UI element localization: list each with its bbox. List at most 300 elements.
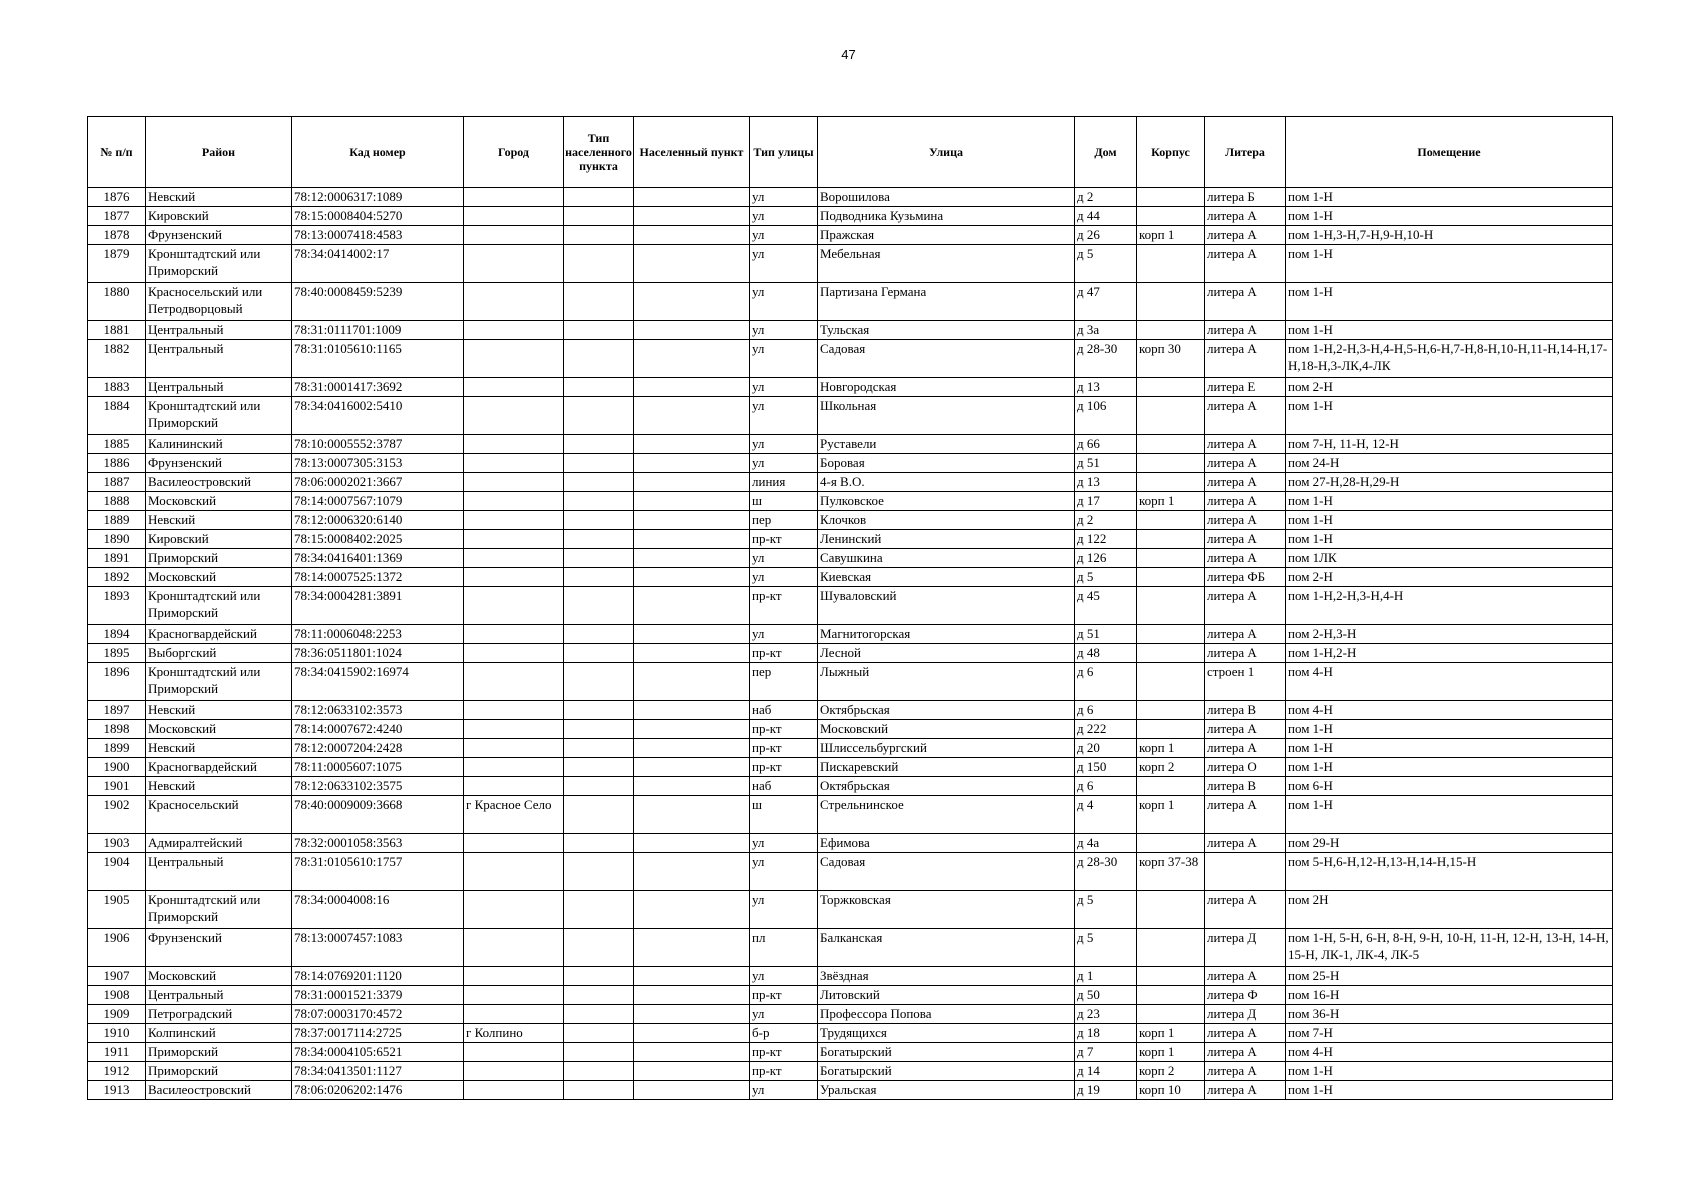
- table-cell: ул: [750, 283, 818, 321]
- table-cell: литера А: [1205, 226, 1286, 245]
- table-cell: [564, 188, 634, 207]
- table-cell: [634, 1081, 750, 1100]
- table-cell: пом 2-Н,3-Н: [1286, 625, 1613, 644]
- header-cell: Тип населенного пункта: [564, 117, 634, 188]
- table-cell: 1890: [88, 530, 146, 549]
- table-cell: пом 2-Н: [1286, 378, 1613, 397]
- table-cell: 1889: [88, 511, 146, 530]
- table-cell: д 26: [1075, 226, 1137, 245]
- table-cell: [634, 644, 750, 663]
- table-cell: [634, 549, 750, 568]
- table-cell: [634, 530, 750, 549]
- table-cell: 1888: [88, 492, 146, 511]
- table-cell: [564, 929, 634, 967]
- table-cell: 78:11:0006048:2253: [292, 625, 464, 644]
- table-cell: 78:12:0006320:6140: [292, 511, 464, 530]
- page-number: 47: [841, 47, 856, 62]
- table-cell: пом 1-Н,2-Н,3-Н,4-Н,5-Н,6-Н,7-Н,8-Н,10-Н,11-Н,14-Н,17-Н,18-Н,3-ЛК,4-ЛК: [1286, 340, 1613, 378]
- table-cell: [464, 663, 564, 701]
- table-cell: 1898: [88, 720, 146, 739]
- table-cell: 1908: [88, 986, 146, 1005]
- table-cell: Боровая: [818, 454, 1075, 473]
- table-cell: литера А: [1205, 454, 1286, 473]
- table-cell: пом 1-Н: [1286, 188, 1613, 207]
- table-cell: Лыжный: [818, 663, 1075, 701]
- table-cell: пом 1-Н: [1286, 1062, 1613, 1081]
- table-cell: ш: [750, 796, 818, 834]
- table-cell: 78:34:0004281:3891: [292, 587, 464, 625]
- table-cell: корп 1: [1137, 492, 1205, 511]
- table-cell: Василеостровский: [146, 473, 292, 492]
- table-cell: пом 1-Н,2-Н,3-Н,4-Н: [1286, 587, 1613, 625]
- table-cell: д 19: [1075, 1081, 1137, 1100]
- table-row: [88, 549, 1613, 568]
- table-cell: Пражская: [818, 226, 1075, 245]
- table-cell: [464, 473, 564, 492]
- table-row: [88, 796, 1613, 834]
- table-cell: [464, 283, 564, 321]
- table-cell: пр-кт: [750, 739, 818, 758]
- table-cell: 78:13:0007457:1083: [292, 929, 464, 967]
- table-cell: 1899: [88, 739, 146, 758]
- table-cell: 78:36:0511801:1024: [292, 644, 464, 663]
- table-cell: [564, 625, 634, 644]
- table-cell: пер: [750, 663, 818, 701]
- table-row: [88, 644, 1613, 663]
- table-cell: литера В: [1205, 701, 1286, 720]
- table-cell: пом 24-Н: [1286, 454, 1613, 473]
- table-cell: 1878: [88, 226, 146, 245]
- table-cell: [464, 777, 564, 796]
- table-cell: Садовая: [818, 853, 1075, 891]
- table-cell: д 2: [1075, 188, 1137, 207]
- table-cell: [464, 929, 564, 967]
- table-cell: Центральный: [146, 986, 292, 1005]
- table-cell: [564, 720, 634, 739]
- table-cell: Садовая: [818, 340, 1075, 378]
- table-cell: 1905: [88, 891, 146, 929]
- table-cell: [1137, 188, 1205, 207]
- table-cell: ул: [750, 454, 818, 473]
- table-cell: 1892: [88, 568, 146, 587]
- table-row: [88, 891, 1613, 929]
- table-cell: Калининский: [146, 435, 292, 454]
- table-cell: Лесной: [818, 644, 1075, 663]
- table-cell: [464, 701, 564, 720]
- table-cell: 78:31:0001521:3379: [292, 986, 464, 1005]
- table-cell: пр-кт: [750, 986, 818, 1005]
- table-cell: ул: [750, 397, 818, 435]
- table-cell: д 66: [1075, 435, 1137, 454]
- table-row: [88, 739, 1613, 758]
- table-row: [88, 454, 1613, 473]
- table-cell: [634, 663, 750, 701]
- table-cell: [564, 986, 634, 1005]
- table-cell: [564, 1043, 634, 1062]
- table-cell: 78:10:0005552:3787: [292, 435, 464, 454]
- table-cell: Ефимова: [818, 834, 1075, 853]
- table-cell: д 4а: [1075, 834, 1137, 853]
- table-cell: Фрунзенский: [146, 454, 292, 473]
- table-cell: [564, 758, 634, 777]
- table-cell: ул: [750, 378, 818, 397]
- table-cell: Стрельнинское: [818, 796, 1075, 834]
- table-cell: ш: [750, 492, 818, 511]
- table-cell: [564, 397, 634, 435]
- table-cell: 1895: [88, 644, 146, 663]
- table-cell: д 6: [1075, 663, 1137, 701]
- table-cell: д 6: [1075, 777, 1137, 796]
- table-row: [88, 834, 1613, 853]
- table-cell: 78:12:0633102:3575: [292, 777, 464, 796]
- table-cell: Магнитогорская: [818, 625, 1075, 644]
- table-cell: [1137, 967, 1205, 986]
- table-cell: Адмиралтейский: [146, 834, 292, 853]
- table-cell: литера Д: [1205, 929, 1286, 967]
- table-cell: литера Д: [1205, 1005, 1286, 1024]
- table-cell: Мебельная: [818, 245, 1075, 283]
- table-cell: Новгородская: [818, 378, 1075, 397]
- table-cell: литера А: [1205, 397, 1286, 435]
- table-cell: литера В: [1205, 777, 1286, 796]
- table-cell: пом 1ЛК: [1286, 549, 1613, 568]
- table-cell: пом 4-Н: [1286, 1043, 1613, 1062]
- table-cell: литера А: [1205, 644, 1286, 663]
- table-cell: Кронштадтский или Приморский: [146, 891, 292, 929]
- table-cell: корп 2: [1137, 758, 1205, 777]
- table-cell: ул: [750, 321, 818, 340]
- table-cell: ул: [750, 226, 818, 245]
- table-cell: [634, 1024, 750, 1043]
- table-cell: 78:07:0003170:4572: [292, 1005, 464, 1024]
- table-cell: [634, 397, 750, 435]
- table-cell: Подводника Кузьмина: [818, 207, 1075, 226]
- table-cell: [564, 340, 634, 378]
- table-cell: 78:15:0008402:2025: [292, 530, 464, 549]
- table-cell: [1137, 454, 1205, 473]
- table-cell: 78:40:0008459:5239: [292, 283, 464, 321]
- table-cell: д 222: [1075, 720, 1137, 739]
- table-cell: [464, 549, 564, 568]
- table-cell: 78:06:0002021:3667: [292, 473, 464, 492]
- table-cell: [634, 796, 750, 834]
- table-cell: [564, 568, 634, 587]
- table-cell: [464, 207, 564, 226]
- table-cell: 78:13:0007305:3153: [292, 454, 464, 473]
- table-cell: д 51: [1075, 625, 1137, 644]
- table-cell: [634, 739, 750, 758]
- table-cell: [564, 245, 634, 283]
- table-cell: пом 2-Н: [1286, 568, 1613, 587]
- table-cell: [564, 530, 634, 549]
- table-cell: [464, 511, 564, 530]
- table-cell: [564, 739, 634, 758]
- table-cell: пр-кт: [750, 720, 818, 739]
- table-row: [88, 929, 1613, 967]
- table-cell: [464, 1005, 564, 1024]
- table-cell: 1883: [88, 378, 146, 397]
- table-cell: Октябрьская: [818, 777, 1075, 796]
- table-cell: [464, 435, 564, 454]
- table-cell: Московский: [818, 720, 1075, 739]
- table-cell: пом 1-Н: [1286, 758, 1613, 777]
- table-cell: [634, 245, 750, 283]
- table-cell: [464, 1043, 564, 1062]
- table-cell: ул: [750, 207, 818, 226]
- table-cell: линия: [750, 473, 818, 492]
- table-cell: [564, 283, 634, 321]
- table-cell: 78:34:0004008:16: [292, 891, 464, 929]
- table-cell: д 1: [1075, 967, 1137, 986]
- table-cell: [634, 777, 750, 796]
- table-cell: [634, 587, 750, 625]
- table-cell: 4-я В.О.: [818, 473, 1075, 492]
- table-cell: Савушкина: [818, 549, 1075, 568]
- table-cell: Центральный: [146, 378, 292, 397]
- table-cell: корп 37-38: [1137, 853, 1205, 891]
- table-cell: пом 1-Н,3-Н,7-Н,9-Н,10-Н: [1286, 226, 1613, 245]
- table-cell: Невский: [146, 188, 292, 207]
- table-cell: [634, 986, 750, 1005]
- table-cell: [1137, 321, 1205, 340]
- table-cell: 1911: [88, 1043, 146, 1062]
- table-cell: [634, 967, 750, 986]
- table-cell: пом 1-Н: [1286, 1081, 1613, 1100]
- table-cell: 1904: [88, 853, 146, 891]
- table-cell: [1137, 245, 1205, 283]
- table-row: [88, 1024, 1613, 1043]
- table-cell: литера А: [1205, 720, 1286, 739]
- table-cell: [1137, 511, 1205, 530]
- table-cell: [564, 378, 634, 397]
- table-cell: [464, 1062, 564, 1081]
- table-cell: Василеостровский: [146, 1081, 292, 1100]
- table-cell: Звёздная: [818, 967, 1075, 986]
- table-cell: литера ФБ: [1205, 568, 1286, 587]
- table-cell: пом 1-Н: [1286, 492, 1613, 511]
- table-cell: [464, 587, 564, 625]
- table-cell: наб: [750, 777, 818, 796]
- table-cell: 78:31:0105610:1165: [292, 340, 464, 378]
- table-cell: 1903: [88, 834, 146, 853]
- header-cell: Тип улицы: [750, 117, 818, 188]
- table-cell: д 3а: [1075, 321, 1137, 340]
- table-cell: [464, 853, 564, 891]
- table-cell: Кронштадтский или Приморский: [146, 397, 292, 435]
- table-cell: [1137, 929, 1205, 967]
- table-cell: Невский: [146, 701, 292, 720]
- table-cell: д 5: [1075, 891, 1137, 929]
- table-cell: 78:12:0633102:3573: [292, 701, 464, 720]
- table-cell: [634, 378, 750, 397]
- table-row: [88, 492, 1613, 511]
- table-row: [88, 986, 1613, 1005]
- table-cell: 78:32:0001058:3563: [292, 834, 464, 853]
- table-cell: 78:13:0007418:4583: [292, 226, 464, 245]
- table-cell: [1137, 530, 1205, 549]
- table-cell: 1877: [88, 207, 146, 226]
- table-cell: [464, 321, 564, 340]
- table-cell: литера А: [1205, 1024, 1286, 1043]
- table-cell: 1879: [88, 245, 146, 283]
- table-cell: [634, 1043, 750, 1062]
- table-cell: Красногвардейский: [146, 758, 292, 777]
- table-cell: [564, 587, 634, 625]
- table-cell: [634, 454, 750, 473]
- table-cell: [1137, 378, 1205, 397]
- table-cell: литера А: [1205, 283, 1286, 321]
- table-cell: [564, 701, 634, 720]
- table-cell: [464, 568, 564, 587]
- table-cell: [564, 796, 634, 834]
- table-cell: строен 1: [1205, 663, 1286, 701]
- table-cell: ул: [750, 853, 818, 891]
- table-row: [88, 283, 1613, 321]
- table-cell: д 44: [1075, 207, 1137, 226]
- table-cell: Колпинский: [146, 1024, 292, 1043]
- table-cell: 78:34:0416002:5410: [292, 397, 464, 435]
- table-cell: [464, 1081, 564, 1100]
- table-cell: литера А: [1205, 340, 1286, 378]
- table-cell: пл: [750, 929, 818, 967]
- table-cell: пом 5-Н,6-Н,12-Н,13-Н,14-Н,15-Н: [1286, 853, 1613, 891]
- table-row: [88, 473, 1613, 492]
- table-cell: наб: [750, 701, 818, 720]
- table-cell: [634, 1062, 750, 1081]
- table-header: [88, 117, 1613, 188]
- table-cell: корп 10: [1137, 1081, 1205, 1100]
- table-cell: Кронштадтский или Приморский: [146, 663, 292, 701]
- table-cell: 1902: [88, 796, 146, 834]
- table-cell: [634, 511, 750, 530]
- table-cell: Клочков: [818, 511, 1075, 530]
- table-cell: г Колпино: [464, 1024, 564, 1043]
- table-cell: Красносельский: [146, 796, 292, 834]
- table-cell: ул: [750, 549, 818, 568]
- table-cell: [464, 644, 564, 663]
- table-cell: пом 1-Н,2-Н: [1286, 644, 1613, 663]
- table-cell: Петроградский: [146, 1005, 292, 1024]
- table-cell: [1137, 283, 1205, 321]
- table-cell: [1137, 834, 1205, 853]
- table-cell: пом 1-Н: [1286, 283, 1613, 321]
- table-cell: [464, 834, 564, 853]
- table-cell: литера А: [1205, 834, 1286, 853]
- header-cell: Помещение: [1286, 117, 1613, 188]
- table-row: [88, 663, 1613, 701]
- table-cell: д 122: [1075, 530, 1137, 549]
- table-cell: Пискаревский: [818, 758, 1075, 777]
- table-cell: [564, 226, 634, 245]
- table-cell: 78:34:0414002:17: [292, 245, 464, 283]
- table-cell: д 4: [1075, 796, 1137, 834]
- table-cell: 1897: [88, 701, 146, 720]
- table-cell: ул: [750, 435, 818, 454]
- table-cell: пом 27-Н,28-Н,29-Н: [1286, 473, 1613, 492]
- table-cell: д 6: [1075, 701, 1137, 720]
- table-cell: 1886: [88, 454, 146, 473]
- table-cell: Невский: [146, 739, 292, 758]
- table-cell: [1137, 435, 1205, 454]
- table-cell: пом 1-Н, 5-Н, 6-Н, 8-Н, 9-Н, 10-Н, 11-Н, 12-Н, 13-Н, 14-Н, 15-Н, ЛК-1, ЛК-4, ЛК-5: [1286, 929, 1613, 967]
- table-cell: Литовский: [818, 986, 1075, 1005]
- table-cell: Октябрьская: [818, 701, 1075, 720]
- table-cell: 1882: [88, 340, 146, 378]
- table-cell: [1137, 720, 1205, 739]
- table-cell: Приморский: [146, 1043, 292, 1062]
- table-cell: [564, 473, 634, 492]
- table-row: [88, 701, 1613, 720]
- table-cell: 1907: [88, 967, 146, 986]
- table-cell: 1910: [88, 1024, 146, 1043]
- table-cell: 1896: [88, 663, 146, 701]
- table-cell: [464, 986, 564, 1005]
- table-cell: д 13: [1075, 378, 1137, 397]
- table-row: [88, 967, 1613, 986]
- table-cell: [464, 226, 564, 245]
- table-cell: корп 1: [1137, 226, 1205, 245]
- table-cell: д 18: [1075, 1024, 1137, 1043]
- table-cell: [634, 207, 750, 226]
- table-cell: [634, 758, 750, 777]
- table-cell: литера А: [1205, 511, 1286, 530]
- table-cell: д 51: [1075, 454, 1137, 473]
- header-cell: Улица: [818, 117, 1075, 188]
- table-cell: д 28-30: [1075, 853, 1137, 891]
- table-cell: [564, 454, 634, 473]
- table-cell: корп 30: [1137, 340, 1205, 378]
- table-cell: [634, 226, 750, 245]
- table-cell: Тульская: [818, 321, 1075, 340]
- table-cell: [634, 435, 750, 454]
- table-cell: ул: [750, 340, 818, 378]
- table-cell: литера А: [1205, 549, 1286, 568]
- table-cell: Кронштадтский или Приморский: [146, 245, 292, 283]
- table-cell: [564, 207, 634, 226]
- table-cell: [634, 321, 750, 340]
- table-cell: 1876: [88, 188, 146, 207]
- table-cell: 78:31:0111701:1009: [292, 321, 464, 340]
- table-cell: Московский: [146, 492, 292, 511]
- table-row: [88, 397, 1613, 435]
- table-cell: 78:40:0009009:3668: [292, 796, 464, 834]
- table-cell: Киевская: [818, 568, 1075, 587]
- table-row: [88, 530, 1613, 549]
- table-cell: пом 29-Н: [1286, 834, 1613, 853]
- table-cell: Центральный: [146, 321, 292, 340]
- table-cell: [564, 511, 634, 530]
- table-cell: ул: [750, 568, 818, 587]
- table-cell: литера А: [1205, 1043, 1286, 1062]
- table-cell: [564, 853, 634, 891]
- table-cell: пом 6-Н: [1286, 777, 1613, 796]
- table-cell: корп 2: [1137, 1062, 1205, 1081]
- header-cell: Район: [146, 117, 292, 188]
- table-row: [88, 720, 1613, 739]
- table-row: [88, 378, 1613, 397]
- table-cell: [634, 568, 750, 587]
- table-cell: д 7: [1075, 1043, 1137, 1062]
- table-cell: корп 1: [1137, 796, 1205, 834]
- table-cell: 78:34:0413501:1127: [292, 1062, 464, 1081]
- table-cell: 78:37:0017114:2725: [292, 1024, 464, 1043]
- table-cell: [634, 1005, 750, 1024]
- table-cell: пом 4-Н: [1286, 701, 1613, 720]
- table-cell: [464, 340, 564, 378]
- table-cell: [564, 1024, 634, 1043]
- table-row: [88, 777, 1613, 796]
- table-cell: д 48: [1075, 644, 1137, 663]
